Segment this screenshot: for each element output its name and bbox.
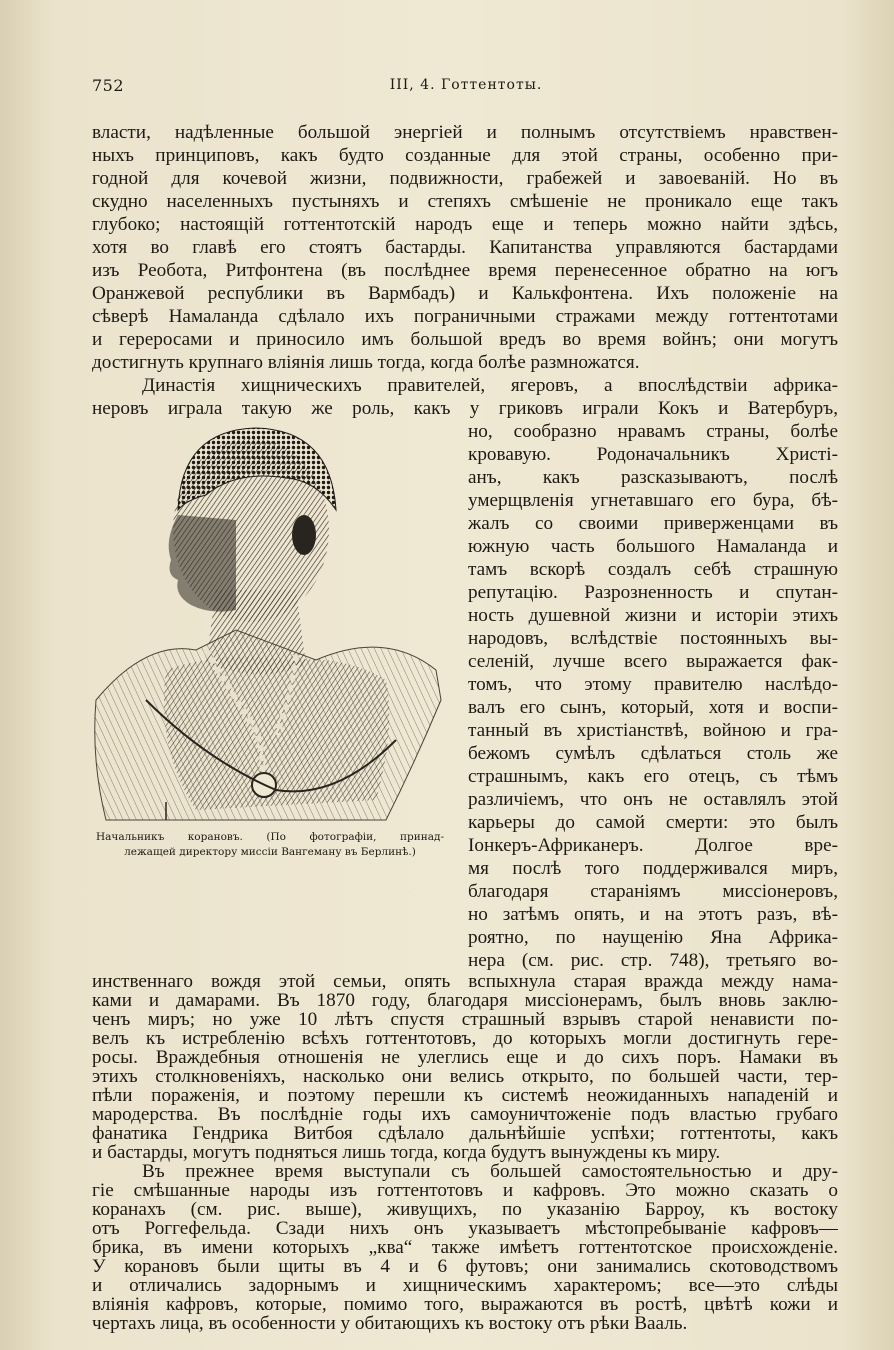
text-line: умерщвленія угнетавшаго его бура, бѣ-: [468, 490, 838, 511]
text-line: и гереросами и приносило имъ большой вредъ во время войнъ; они могутъ: [92, 329, 838, 350]
running-title: III, 4. Готтентоты.: [389, 77, 543, 93]
text-line: глубоко; настоящій готтентотскій народъ еще и теперь можно найти здѣсь,: [92, 214, 838, 235]
text-line: народовъ, вслѣдствіе постоянныхъ вы-: [468, 628, 838, 649]
text-line: Въ прежнее время выступали съ большей самостоятельностью и дру-: [142, 1162, 838, 1181]
figure-caption: [96, 830, 444, 860]
text-line: и бастарды, могутъ подняться лишь тогда, когда будутъ вынуждены къ миру.: [92, 1143, 721, 1162]
text-line: годной для кочевой жизни, подвижности, грабежей и завоеваній. Но въ: [92, 168, 838, 189]
caption-line: Начальникъ корановъ. (По фотографіи, принад-: [96, 831, 444, 843]
text-line: нера (см. рис. стр. 748), третьяго во-: [468, 950, 838, 971]
text-line: фанатика Гендрика Витбоя сдѣлало дальнѣйшіе успѣхи; готтентоты, какъ: [92, 1124, 838, 1143]
text-line: этихъ столкновеніяхъ, насколько они велись открыто, по большей части, тер-: [92, 1067, 838, 1086]
text-line: власти, надѣленные большой энергіей и полнымъ отсутствіемъ нравствен-: [92, 122, 838, 143]
text-line: неровъ играла такую же роль, какъ у гриковъ играли Кокъ и Ватербуръ,: [92, 398, 838, 419]
text-line: танный въ христіанствѣ, войною и гра-: [468, 720, 838, 741]
text-line: южную часть большого Намаланда и: [468, 536, 838, 557]
text-line: жалъ со своими приверженцами въ: [468, 513, 838, 534]
text-line: Оранжевой республики въ Вармбадъ) и Калькфонтена. Ихъ положеніе на: [92, 283, 838, 304]
text-line: отъ Роггефельда. Сзади нихъ онъ указываетъ мѣстопребываніе кафровъ—: [92, 1219, 838, 1238]
text-line: страшнымъ, какъ его отецъ, съ тѣмъ: [468, 766, 838, 787]
caption-line: лежащей директору миссіи Вангеману въ Берлинѣ.): [124, 846, 416, 858]
text-line: ченъ миръ; но уже 10 лѣтъ спустя страшный взрывъ старой ненависти по-: [92, 1010, 838, 1029]
text-line: селеній, лучше всего выражается фак-: [468, 651, 838, 672]
text-line: чертахъ лица, въ особенности у обитающихъ къ востоку отъ рѣки Вааль.: [92, 1314, 688, 1333]
text-line: инственнаго вождя этой семьи, опять вспыхнула старая вражда между нама-: [92, 972, 838, 991]
page-number: 752: [92, 76, 125, 95]
text-line: Династія хищническихъ правителей, ягеровъ, а впослѣдствіи африка-: [142, 375, 838, 396]
text-line: репутацію. Разрозненность и спутан-: [468, 582, 838, 603]
text-line: кровавую. Родоначальникъ Христі-: [468, 444, 838, 465]
text-line: сѣверѣ Намаланда сдѣлало ихъ пограничными стражами между готтентотами: [92, 306, 838, 327]
text-line: ныхъ принциповъ, какъ будто созданные для этой страны, особенно при-: [92, 145, 838, 166]
text-line: У корановъ были щиты въ 4 и 6 футовъ; они занимались скотоводствомъ: [92, 1257, 838, 1276]
text-line: но затѣмъ опять, и на этотъ разъ, вѣ-: [468, 904, 838, 925]
text-line: карьеры до самой смерти: это былъ: [468, 812, 838, 833]
text-line: Іонкеръ-Африканеръ. Долгое вре-: [468, 835, 838, 856]
text-line: мародерства. Въ послѣдніе годы ихъ самоуничтоженіе подъ властью грубаго: [92, 1105, 838, 1124]
text-line: бежомъ сумѣлъ сдѣлаться столь же: [468, 743, 838, 764]
text-line: скудно населенныхъ пустыняхъ и степяхъ смѣшеніе не проникало еще такъ: [92, 191, 838, 212]
text-line: ками и дамарами. Въ 1870 году, благодаря миссіонерамъ, былъ вновь заклю-: [92, 991, 838, 1010]
text-line: изъ Реобота, Ритфонтена (въ послѣднее время перенесенное обратно на югъ: [92, 260, 838, 281]
text-line: и отличались задорнымъ и хищническимъ характеромъ; все—это слѣды: [92, 1276, 838, 1295]
text-line: росы. Враждебныя отношенія не улеглись еще и до сихъ поръ. Намаки въ: [92, 1048, 838, 1067]
text-line: благодаря стараніямъ миссіонеровъ,: [468, 881, 838, 902]
text-line: валъ его сынъ, который, хотя и воспи-: [468, 697, 838, 718]
text-line: гіе смѣшанные народы изъ готтентотовъ и кафровъ. Это можно сказать о: [92, 1181, 838, 1200]
text-line: анъ, какъ разсказываютъ, послѣ: [468, 467, 838, 488]
text-line: достигнуть крупнаго вліянія лишь тогда, когда болѣе размножатся.: [92, 352, 640, 373]
text-line: вліянія кафровъ, которые, помимо того, выражаются въ ростѣ, цвѣтѣ кожи и: [92, 1295, 838, 1314]
text-line: томъ, что этому правителю наслѣдо-: [468, 674, 838, 695]
text-line: брика, въ имени которыхъ „ква“ также имѣетъ готтентотское происхожденіе.: [92, 1238, 838, 1257]
text-line: тамъ вскорѣ создалъ себѣ страшную: [468, 559, 838, 580]
portrait-illustration: [86, 400, 446, 830]
text-line: роятно, по наущенію Яна Африка-: [468, 927, 838, 948]
page-header: [92, 76, 840, 102]
text-line: хотя во главѣ его стоятъ бастарды. Капитанства управляются бастардами: [92, 237, 838, 258]
text-line: велъ къ истребленію всѣхъ готтентотовъ, до которыхъ могли достигнуть гере-: [92, 1029, 838, 1048]
text-line: коранахъ (см. рис. выше), живущихъ, по указанію Барроу, къ востоку: [92, 1200, 838, 1219]
text-line: пѣли пораженія, и поэтому перешли къ системѣ неожиданныхъ нападеній и: [92, 1086, 838, 1105]
text-line: различіемъ, что онъ не оставлялъ этой: [468, 789, 838, 810]
text-line: ность душевной жизни и исторіи этихъ: [468, 605, 838, 626]
text-line: мя послѣ того поддерживался миръ,: [468, 858, 838, 879]
text-line: но, сообразно нравамъ страны, болѣе: [468, 421, 838, 442]
